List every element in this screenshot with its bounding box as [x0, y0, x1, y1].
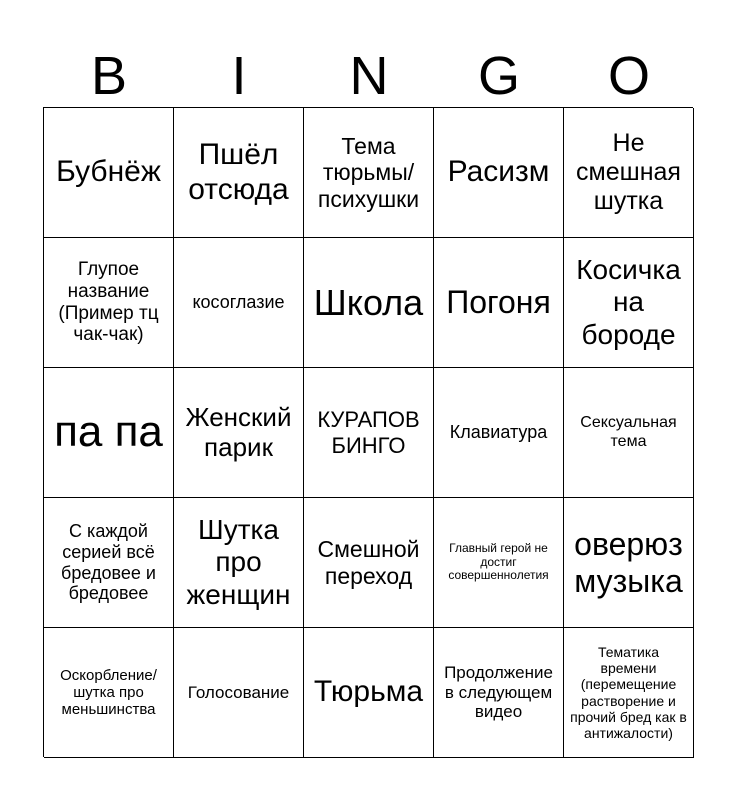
- bingo-cell-r3-c1[interactable]: [44, 368, 174, 498]
- bingo-cell-r1-c5[interactable]: [564, 108, 694, 238]
- bingo-cell-r2-c2[interactable]: [174, 238, 304, 368]
- bingo-cell-r4-c4[interactable]: [434, 498, 564, 628]
- bingo-cell-r3-c4[interactable]: [434, 368, 564, 498]
- bingo-cell-r1-c2[interactable]: [174, 108, 304, 238]
- bingo-cell-r1-c4[interactable]: [434, 108, 564, 238]
- bingo-cell-text: па па: [54, 407, 163, 457]
- bingo-cell-text: КУРАПОВ БИНГО: [317, 407, 420, 458]
- header-letter-i: I: [231, 46, 247, 106]
- bingo-cell-text: Расизм: [447, 155, 550, 189]
- bingo-cell-r4-c2[interactable]: [174, 498, 304, 628]
- bingo-cell-text: С каждой серией всё бредовее и бредовее: [61, 521, 156, 604]
- bingo-cell-text: Клавиатура: [449, 422, 548, 443]
- bingo-cell-r1-c3[interactable]: [304, 108, 434, 238]
- bingo-cell-r1-c1[interactable]: [44, 108, 174, 238]
- bingo-cell-r2-c1[interactable]: [44, 238, 174, 368]
- bingo-cell-text: Смешной переход: [317, 536, 420, 589]
- bingo-cell-text: Тюрьма: [313, 675, 424, 709]
- bingo-cell-r2-c5[interactable]: [564, 238, 694, 368]
- bingo-cell-r5-c4[interactable]: [434, 628, 564, 758]
- bingo-cell-text: Тема тюрьмы/ психушки: [317, 132, 420, 212]
- bingo-cell-r5-c3[interactable]: [304, 628, 434, 758]
- bingo-cell-text: Главный герой не достиг совершеннолетия: [448, 540, 549, 583]
- bingo-cell-r3-c3[interactable]: [304, 368, 434, 498]
- bingo-cell-text: Школа: [313, 281, 424, 323]
- bingo-cell-text: Оскорбление/ шутка про меньшинства: [60, 666, 157, 719]
- bingo-cell-r5-c5[interactable]: [564, 628, 694, 758]
- header-letter-b: B: [90, 46, 128, 106]
- bingo-cell-text: Не смешная шутка: [576, 129, 681, 215]
- bingo-cell-text: Женский парик: [185, 401, 292, 462]
- bingo-cell-r4-c3[interactable]: [304, 498, 434, 628]
- header-letter-o: O: [607, 46, 650, 106]
- bingo-cell-r4-c1[interactable]: [44, 498, 174, 628]
- header-letter-g: G: [477, 46, 520, 106]
- header-letter-n: N: [349, 46, 389, 106]
- bingo-cell-r5-c1[interactable]: [44, 628, 174, 758]
- bingo-cell-text: Тематика времени (перемещение растворение и прочий бред как в антижалости): [570, 644, 687, 741]
- bingo-cell-text: Голосование: [187, 682, 290, 702]
- bingo-cell-text: косоглазие: [192, 292, 285, 313]
- bingo-cell-text: оверюз музыка: [574, 525, 683, 599]
- bingo-cell-text: Продолжение в следующем видео: [444, 663, 553, 722]
- bingo-cell-text: Шутка про женщин: [186, 514, 291, 610]
- bingo-cell-text: Сексуальная тема: [580, 414, 677, 450]
- bingo-cell-text: Глупое название (Пример тц чак-чак): [58, 258, 159, 346]
- bingo-cell-r3-c2[interactable]: [174, 368, 304, 498]
- bingo-header: [44, 44, 694, 108]
- bingo-cell-text: Бубнёж: [56, 155, 161, 189]
- bingo-cell-r3-c5[interactable]: [564, 368, 694, 498]
- bingo-cell-r2-c3[interactable]: [304, 238, 434, 368]
- bingo-cell-text: Косичка на бороде: [576, 254, 681, 350]
- bingo-cell-r5-c2[interactable]: [174, 628, 304, 758]
- bingo-cell-r2-c4[interactable]: [434, 238, 564, 368]
- bingo-cell-r4-c5[interactable]: [564, 498, 694, 628]
- bingo-cell-text: Погоня: [446, 284, 551, 321]
- bingo-board: [43, 107, 693, 757]
- bingo-cell-text: Пшёл отсюда: [188, 138, 289, 206]
